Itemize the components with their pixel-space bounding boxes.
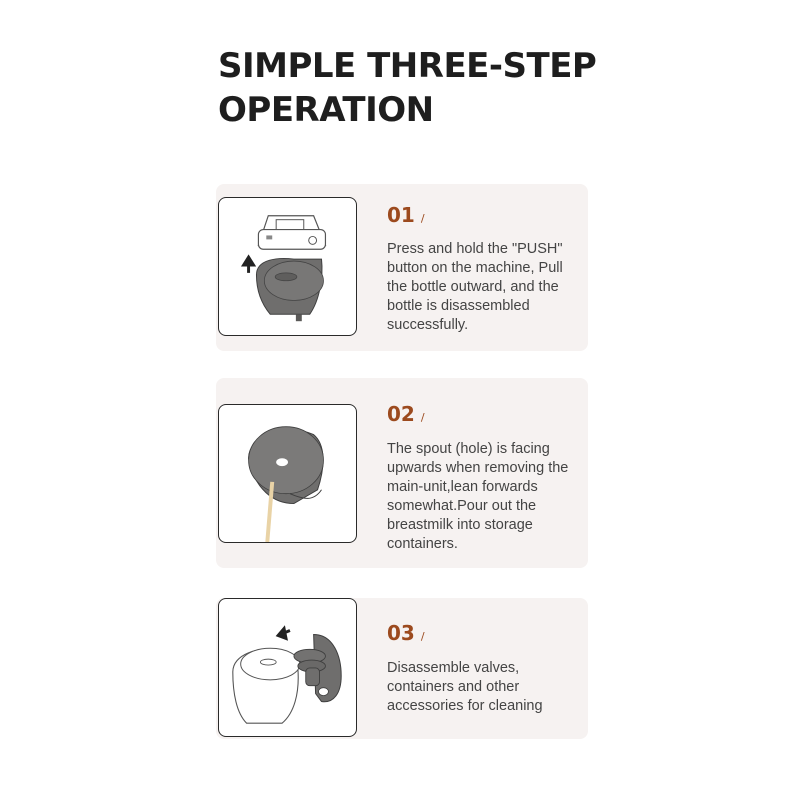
step-text-1: Press and hold the "PUSH" button on the machine, Pull the bottle outward, and the bottle is disassembled successfully.: [387, 241, 563, 333]
title-line-1: SIMPLE THREE-STEP: [218, 46, 597, 86]
pour-milk-icon: [218, 404, 357, 543]
step-slash-3: /: [420, 630, 425, 643]
step-number-1: [387, 203, 425, 227]
step-number-1-text: 01: [387, 203, 415, 227]
step-number-3: [387, 621, 425, 645]
step-number-2-text: 02: [387, 402, 415, 426]
step-slash-1: /: [420, 212, 425, 225]
step-text-3: Disassemble valves, containers and other accessories for cleaning: [387, 660, 543, 714]
step-number-2: [387, 402, 425, 426]
pump-push-icon: [218, 197, 357, 336]
step-slash-2: /: [420, 411, 425, 424]
page-title: [218, 44, 598, 132]
step-number-3-text: 03: [387, 621, 415, 645]
title-line-2: OPERATION: [218, 90, 434, 130]
disassemble-parts-icon: [218, 598, 357, 737]
step-text-2: The spout (hole) is facing upwards when removing the main-unit,lean forwards somewhat.Pour out the breastmilk into storage containers.: [387, 441, 569, 552]
